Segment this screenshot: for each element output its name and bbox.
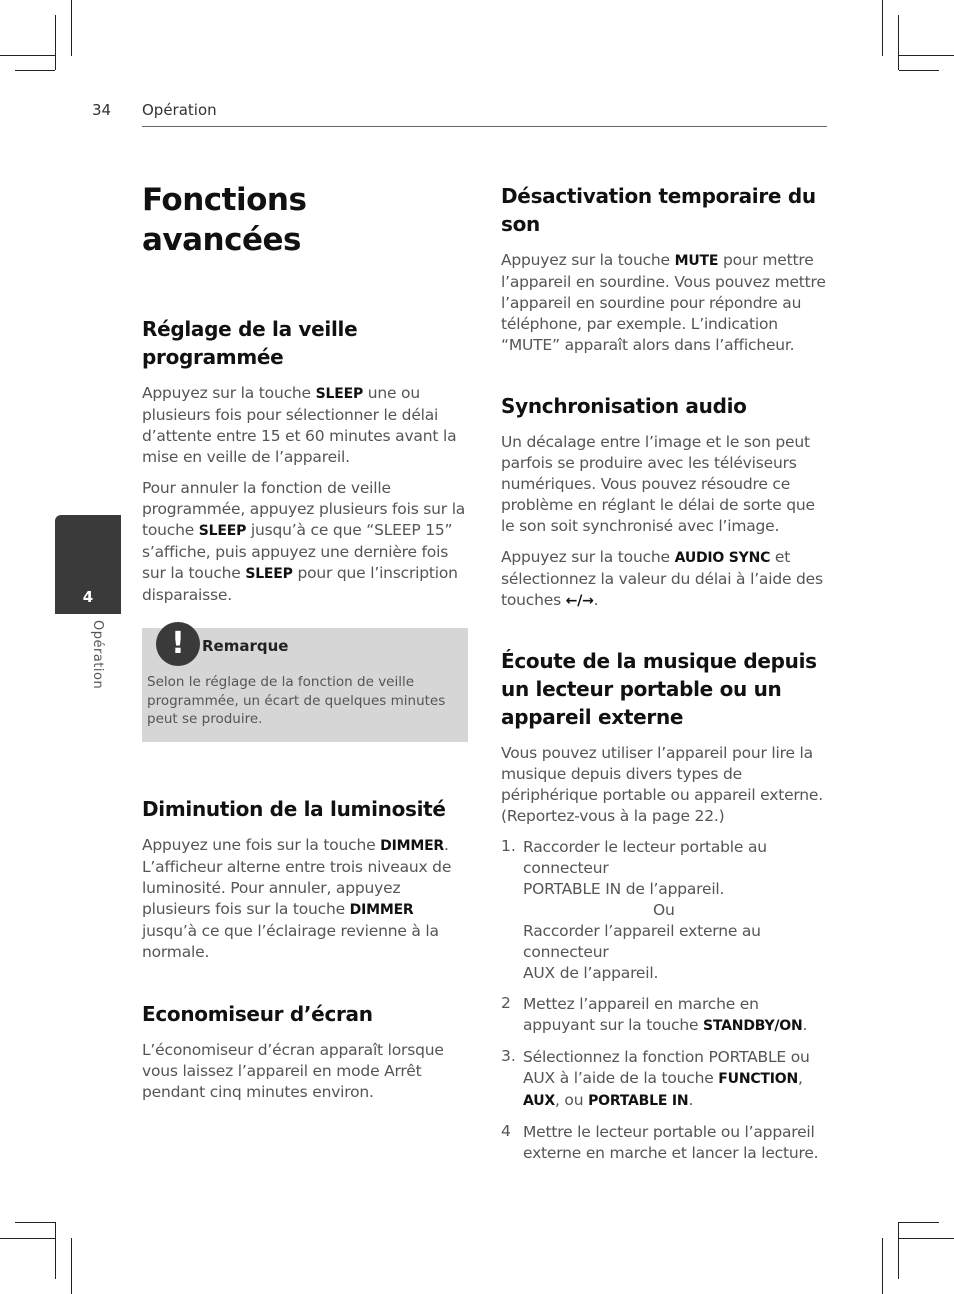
audio-sync-paragraph-1: Un décalage entre l’image et le son peut parfois se produire avec les téléviseurs numériques. Vous pouvez résoudre ce problème en réglant le délai de sorte que le son soit synchronisé avec l’image. — [501, 433, 815, 535]
screensaver-paragraph: L’économiseur d’écran apparaît lorsque vous laissez l’appareil en mode Arrêt pendant cinq minutes environ. — [142, 1041, 444, 1101]
list-item: 2 Mettez l’appareil en marche en appuyant sur la touche STANDBY/ON. — [501, 994, 808, 1034]
section-heading-mute: Désactivation temporaire du son — [501, 184, 816, 236]
section-heading-dimmer: Diminution de la luminosité — [142, 797, 446, 821]
header-divider — [142, 126, 827, 127]
running-header: Opération — [142, 101, 217, 119]
note-title: Remarque — [202, 637, 289, 655]
chapter-label: Opération — [90, 620, 105, 690]
section-heading-screensaver: Economiseur d’écran — [142, 1002, 373, 1026]
page-title: Fonctions avancées — [142, 182, 307, 258]
crop-mark — [882, 0, 883, 56]
right-column — [501, 180, 829, 1164]
section-heading-sleep: Réglage de la veille programmée — [142, 317, 358, 369]
note-text: Selon le réglage de la fonction de veille programmée, un écart de quelques minutes peut se produire. — [147, 674, 446, 727]
crop-mark — [899, 70, 939, 71]
list-item: 4 Mettre le lecteur portable ou l’appareil externe en marche et lancer la lecture. — [501, 1122, 819, 1162]
crop-mark — [898, 15, 899, 70]
crop-mark — [71, 1238, 72, 1294]
crop-mark — [898, 1222, 899, 1279]
crop-mark — [0, 55, 55, 56]
list-item: 1. Raccorder le lecteur portable au connecteur PORTABLE IN de l’appareil. Ou Raccorder l’appareil externe au connecteur AUX de l’appareil. — [501, 837, 767, 982]
crop-mark — [71, 0, 72, 56]
crop-mark — [0, 1238, 55, 1239]
portable-steps — [501, 837, 829, 1164]
crop-mark — [899, 1222, 939, 1223]
dimmer-paragraph: Appuyez une fois sur la touche DIMMER. L’afficheur alterne entre trois niveaux de luminosité. Pour annuler, appuyez plusieurs fois sur la touche DIMMER jusqu’à ce que l’éclairage revienne à la normale. — [142, 836, 452, 961]
crop-mark — [15, 70, 55, 71]
section-heading-portable: Écoute de la musique depuis un lecteur portable ou un appareil externe — [501, 649, 817, 729]
mute-paragraph: Appuyez sur la touche MUTE pour mettre l’appareil en sourdine. Vous pouvez mettre l’appareil en sourdine pour répondre au téléphone, par exemple. L’indication “MUTE” apparaît alors dans l’afficheur. — [501, 251, 826, 354]
portable-intro: Vous pouvez utiliser l’appareil pour lire la musique depuis divers types de périphérique portable ou appareil externe. (Reportez-vous à la page 22.) — [501, 744, 823, 825]
sleep-paragraph-1: Appuyez sur la touche SLEEP une ou plusieurs fois pour sélectionner le délai d’attente entre 15 et 60 minutes avant la mise en veille de l’appareil. — [142, 384, 457, 466]
page-number: 34 — [92, 101, 112, 119]
audio-sync-paragraph-2: Appuyez sur la touche AUDIO SYNC et sélectionnez la valeur du délai à l’aide des touches ←/→. — [501, 548, 823, 609]
list-item: 3. Sélectionnez la fonction PORTABLE ou AUX à l’aide de la touche FUNCTION, AUX, ou PORTABLE IN. — [501, 1047, 810, 1109]
crop-mark — [899, 1238, 954, 1239]
exclamation-icon: ! — [156, 622, 200, 666]
chapter-number: 4 — [82, 588, 94, 606]
crop-mark — [55, 15, 56, 70]
crop-mark — [882, 1238, 883, 1294]
crop-mark — [55, 1222, 56, 1279]
crop-mark — [899, 55, 954, 56]
arrow-keys-icon: ←/→ — [565, 593, 594, 609]
note-box — [142, 628, 468, 742]
crop-mark — [15, 1222, 55, 1223]
sleep-paragraph-2: Pour annuler la fonction de veille programmée, appuyez plusieurs fois sur la touche SLEEP jusqu’à ce que “SLEEP 15” s’affiche, puis appuyez une dernière fois sur la touche SLEEP pour que l’inscription disparaisse. — [142, 479, 466, 604]
left-column — [142, 180, 472, 1103]
section-heading-audio-sync: Synchronisation audio — [501, 394, 747, 418]
